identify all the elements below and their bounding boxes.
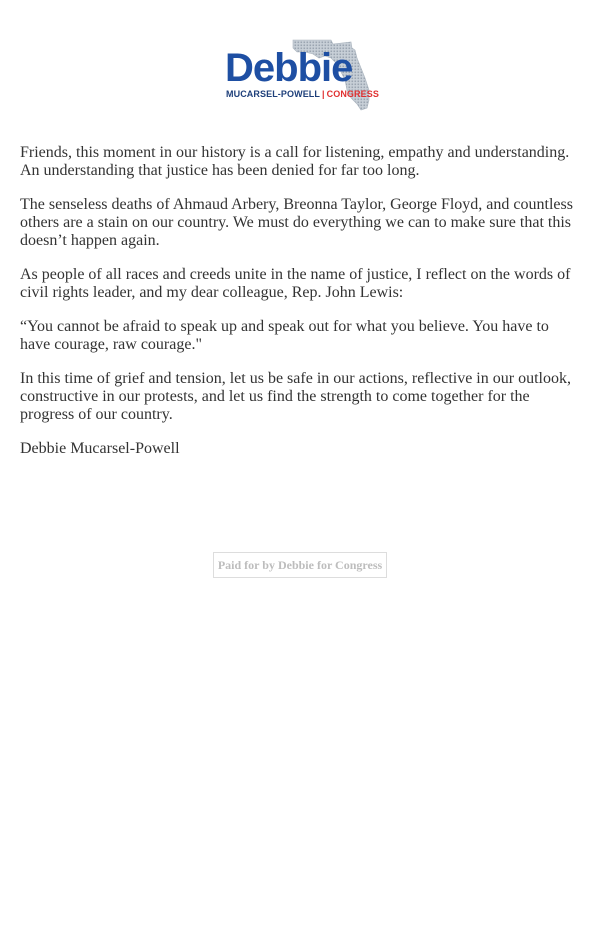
header bbox=[0, 36, 600, 116]
logo-org: CONGRESS bbox=[326, 89, 379, 99]
campaign-logo bbox=[225, 36, 379, 112]
paid-for-disclaimer: Paid for by Debbie for Congress bbox=[213, 552, 387, 578]
paragraph: The senseless deaths of Ahmaud Arbery, Breonna Taylor, George Floyd, and countless others are a stain on our country. We must do everything we can to make sure that this doesn’t happen again. bbox=[20, 196, 573, 249]
logo-last-name: MUCARSEL-POWELL bbox=[226, 89, 320, 99]
signature: Debbie Mucarsel-Powell bbox=[20, 440, 180, 457]
logo-name: Debbie bbox=[225, 46, 353, 90]
quote-paragraph: “You cannot be afraid to speak up and speak out for what you believe. You have to have courage, raw courage." bbox=[20, 318, 549, 353]
logo-separator: | bbox=[322, 89, 325, 99]
message-body bbox=[20, 144, 580, 474]
paragraph: Friends, this moment in our history is a call for listening, empathy and understanding. An understanding that justice has been denied for far too long. bbox=[20, 144, 570, 179]
footer bbox=[0, 552, 600, 578]
logo-subtitle bbox=[226, 89, 379, 99]
paragraph: As people of all races and creeds unite in the name of justice, I reflect on the words of civil rights leader, and my dear colleague, Rep. John Lewis: bbox=[20, 266, 571, 301]
paragraph: In this time of grief and tension, let us be safe in our actions, reflective in our outlook, constructive in our protests, and let us find the strength to come together for the progress of our country. bbox=[20, 370, 571, 423]
